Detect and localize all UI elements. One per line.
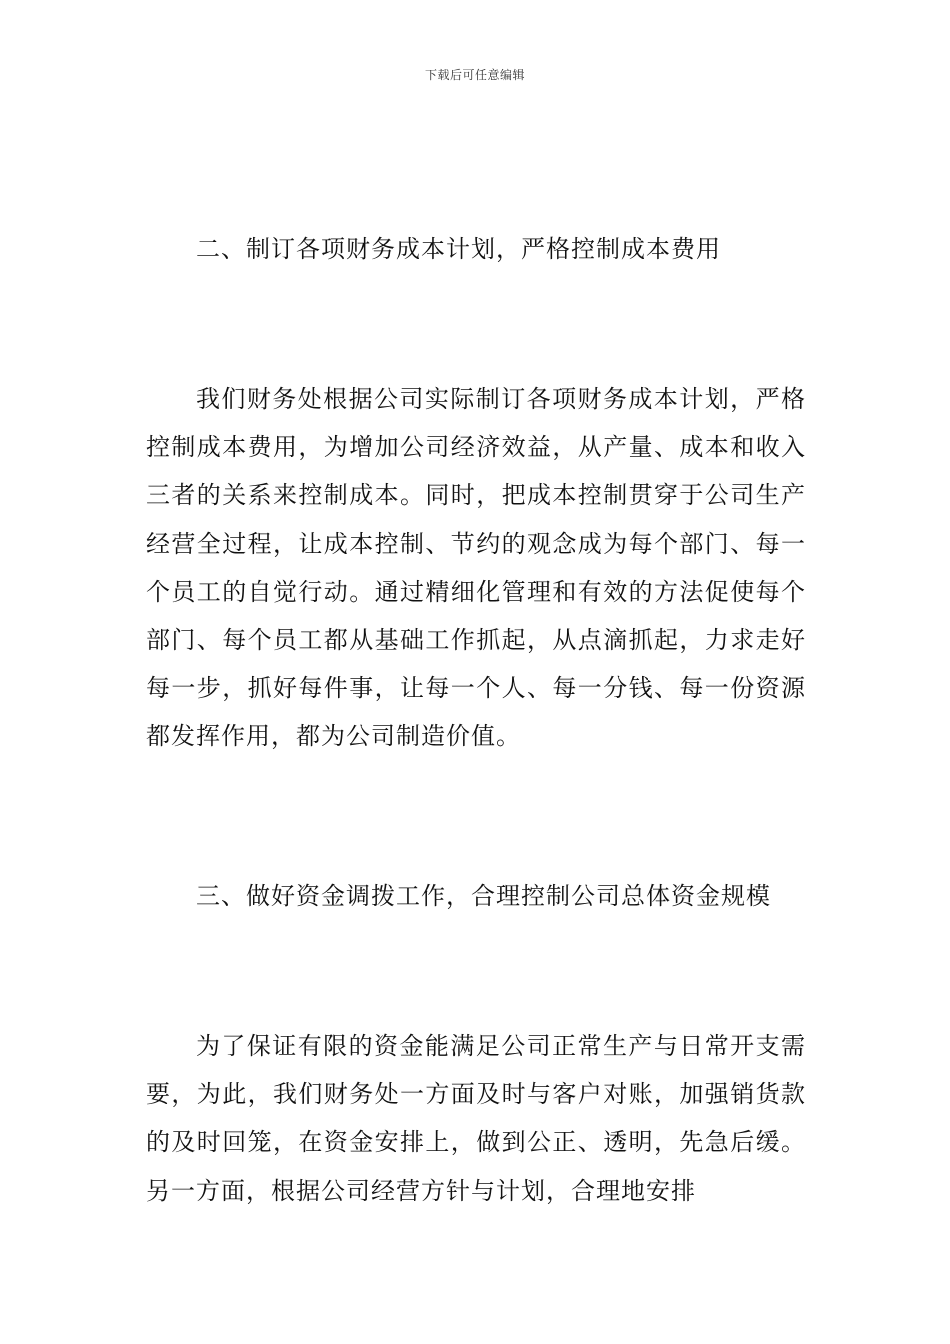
header-note: 下载后可任意编辑 [424,68,525,82]
section-paragraph-2: 我们财务处根据公司实际制订各项财务成本计划，严格控制成本费用，为增加公司经济效益，从产量、成本和收入三者的关系来控制成本。同时，把成本控制贯穿于公司生产经营全过程，让成本控制、节约的观念成为每个部门、每一个员工的自觉行动。通过精细化管理和有效的方法促使每个部门、每个员工都从基础工作抓起，从点滴抓起，力求走好每一步，抓好每件事，让每一个人、每一分钱、每一份资源都发挥作用，都为公司制造价值。 [146,385,806,751]
section-heading-2: 二、制订各项财务成本计划，严格控制成本费用 [196,235,721,263]
section-paragraph-3: 为了保证有限的资金能满足公司正常生产与日常开支需要，为此，我们财务处一方面及时与客户对账，加强销货款的及时回笼，在资金安排上，做到公正、透明，先急后缓。另一方面，根据公司经营方针与计划，合理地安排 [146,1032,806,1205]
section-heading-3: 三、做好资金调拨工作，合理控制公司总体资金规模 [196,882,771,910]
